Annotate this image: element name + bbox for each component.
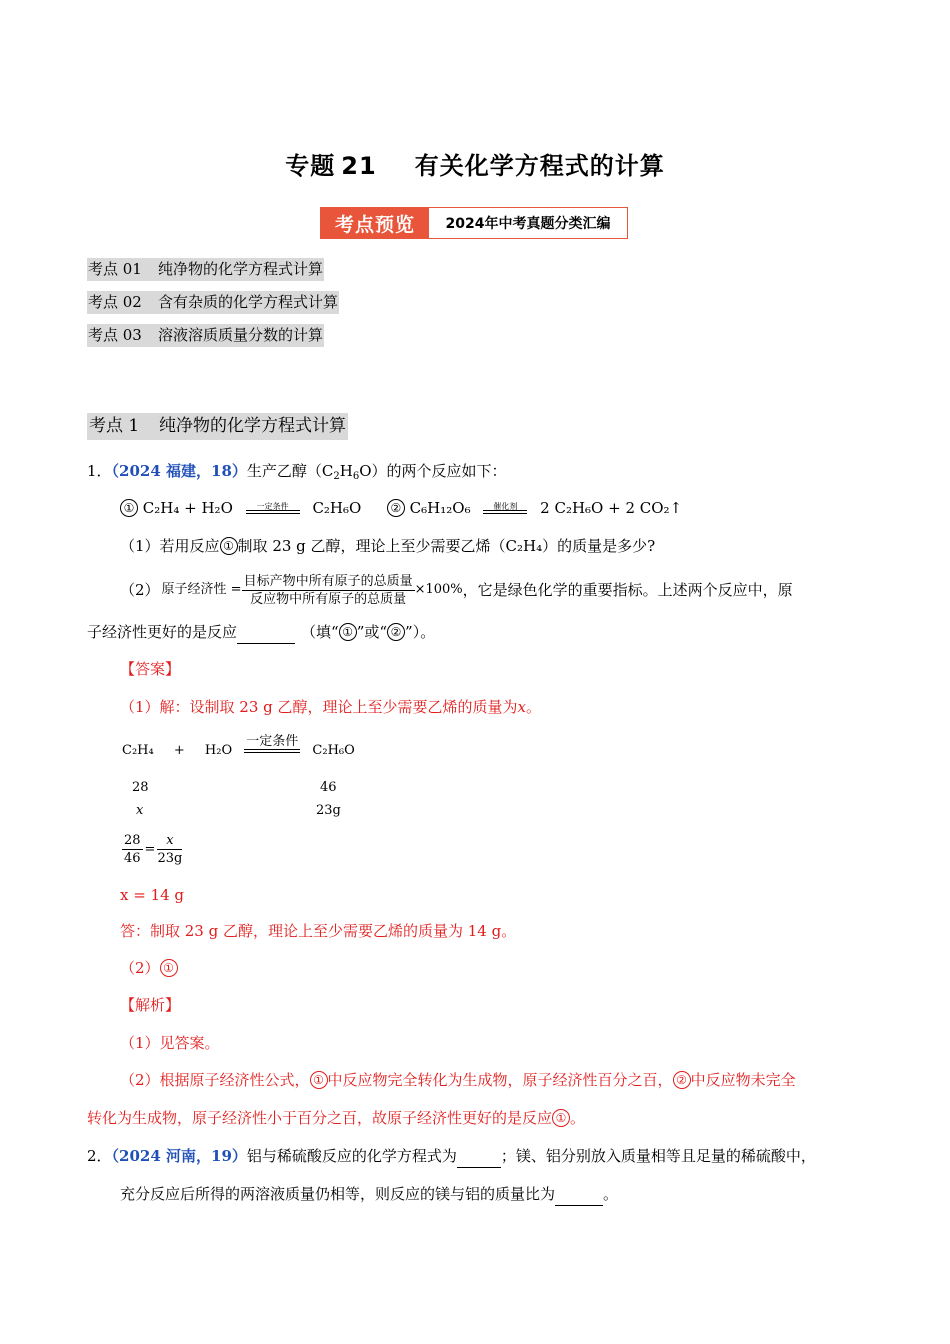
answer-blank[interactable]	[457, 1145, 501, 1168]
mass-c2h4: 28	[132, 780, 149, 795]
answer-eq-rhs: C₂H₆O	[312, 743, 355, 758]
q1-part2-line2-a: 子经济性更好的是反应	[87, 623, 238, 641]
q1-stem-a: 生产乙醇（C	[246, 462, 334, 480]
section-text: 纯净物的化学方程式计算	[159, 416, 346, 436]
answer-eq-lhs2: H₂O	[204, 743, 233, 758]
eq1-arrow	[244, 502, 302, 516]
overview-num: 考点 03	[88, 326, 142, 344]
answer-part2	[120, 957, 178, 979]
page-title	[0, 146, 950, 181]
formula-label: 原子经济性 =	[161, 582, 242, 597]
title-number: 21	[341, 152, 377, 180]
title-name: 有关化学方程式的计算	[414, 152, 665, 180]
var-c2h4: x	[136, 803, 144, 818]
q1-stem: 1．（2024 福建，18）生产乙醇$(C_2H_6O)$的两个反应如下：	[87, 462, 507, 482]
eq2-condition: 催化剂	[493, 502, 518, 511]
q2-line2-b: 。	[603, 1185, 619, 1203]
formula-percent: ×100%	[414, 582, 463, 597]
eq2-rhs: 2 C₂H₆O + 2 CO₂↑	[540, 499, 683, 517]
section-heading	[87, 413, 348, 440]
q1-source: （2024 福建，18）	[111, 462, 247, 480]
overview-item-3	[87, 324, 324, 347]
q1-part1-b: 制取 23 g 乙醇，理论上至少需要乙烯（C₂H₄）的质量是多少?	[237, 537, 656, 555]
answer-eq-condition: 一定条件	[246, 733, 299, 749]
analysis-tag: 【解析】	[120, 996, 181, 1014]
analysis-line2-a: （2）根据原子经济性公式，	[120, 1071, 310, 1089]
formula-fraction	[242, 573, 415, 608]
analysis-line2-b: 中反应物完全转化为生成物，原子经济性百分之百，	[327, 1071, 673, 1089]
proportion-left	[122, 832, 143, 867]
circled-1: ①	[552, 1109, 570, 1127]
answer-eq-arrow	[242, 733, 302, 758]
circled-1: ①	[160, 959, 178, 977]
answer-blank[interactable]	[555, 1183, 603, 1206]
analysis-line2	[120, 1069, 796, 1091]
overview-text: 溶液溶质质量分数的计算	[158, 326, 324, 344]
eq2-lhs: C₆H₁₂O₆	[409, 499, 471, 517]
var-c2h6o: 23g	[316, 803, 341, 818]
q1-part2-line2	[87, 621, 435, 644]
answer-blank[interactable]	[237, 621, 295, 644]
preview-badge	[320, 207, 628, 239]
analysis-line3-b: 。	[570, 1109, 586, 1127]
overview-num: 考点 02	[88, 293, 142, 311]
answer-equation	[122, 733, 355, 758]
overview-text: 含有杂质的化学方程式计算	[158, 293, 339, 311]
q1-part2-line2-b: （填“	[301, 623, 339, 641]
circled-1: ①	[310, 1071, 328, 1089]
analysis-line3	[87, 1107, 585, 1129]
overview-num: 考点 01	[88, 260, 142, 278]
q1-index: 1．	[87, 462, 112, 480]
q1-part1-a: （1）若用反应	[120, 537, 220, 555]
mass-c2h6o: 46	[320, 780, 337, 795]
answer-eq-lhs1: C₂H₄	[122, 743, 154, 758]
eq2-arrow	[481, 502, 529, 516]
proportion-right	[157, 832, 182, 867]
eq1-lhs: C₂H₄ + H₂O	[142, 499, 233, 517]
q1-part1	[120, 535, 655, 557]
answer-step1-end: 。	[526, 698, 542, 716]
title-label: 专题	[285, 152, 336, 180]
prop-num-left: 28	[124, 833, 141, 848]
answer-proportion: $\frac{28}{46}$ = $\frac{x}{23g}$	[124, 833, 183, 866]
answer-eq-plus: +	[173, 743, 185, 758]
q1-stem-c: O）的两个反应如下：	[359, 462, 507, 480]
circled-2: ②	[387, 623, 405, 641]
circled-2: ②	[673, 1071, 691, 1089]
q1-part2-lead: （2）	[120, 581, 160, 599]
q2-line2	[120, 1183, 618, 1206]
circled-1: ①	[120, 499, 138, 517]
circled-1: ①	[220, 537, 238, 555]
answer-tag: 【答案】	[120, 660, 181, 678]
q1-part2-line2-c: ”或“	[356, 623, 388, 641]
q2-line2-a: 充分反应后所得的两溶液质量仍相等，则反应的镁与铝的质量比为	[120, 1185, 556, 1203]
analysis-line1: （1）见答案。	[120, 1034, 220, 1052]
badge-left: 考点预览	[321, 208, 429, 238]
overview-item-2	[87, 291, 339, 314]
answer-conclusion: 答：制取 23 g 乙醇，理论上至少需要乙烯的质量为 14 g。	[120, 922, 517, 940]
q1-equations	[120, 497, 682, 519]
answer-step1-text: （1）解：设制取 23 g 乙醇，理论上至少需要乙烯的质量为	[120, 698, 518, 716]
answer-step1	[120, 696, 541, 718]
q1-part2-tail: ，它是绿色化学的重要指标。上述两个反应中，原	[462, 581, 793, 599]
circled-2: ②	[387, 499, 405, 517]
answer-part2-lead: （2）	[120, 959, 160, 977]
answer-result: x = 14 g	[120, 886, 185, 904]
badge-right: 2024年中考真题分类汇编	[445, 216, 611, 232]
answer-variable: x	[517, 698, 527, 716]
section-num: 考点 1	[89, 416, 140, 436]
prop-den-left: 46	[124, 851, 141, 866]
q2-line1	[87, 1145, 816, 1168]
analysis-line3-a: 转化为生成物，原子经济性小于百分之百，故原子经济性更好的是反应	[87, 1109, 553, 1127]
q1-part2	[120, 571, 793, 609]
circled-1: ①	[339, 623, 357, 641]
prop-num-right: x	[157, 832, 182, 850]
formula-numerator: 目标产物中所有原子的总质量	[243, 573, 413, 589]
overview-text: 纯净物的化学方程式计算	[158, 260, 324, 278]
q2-line1-b: ；镁、铝分别放入质量相等且足量的稀硫酸中，	[500, 1147, 816, 1165]
q1-part2-line2-d: ”）。	[405, 623, 436, 641]
eq1-condition: 一定条件	[256, 502, 289, 511]
q2-index: 2．	[87, 1147, 112, 1165]
q2-source: （2024 河南，19）	[111, 1147, 247, 1165]
eq1-rhs: C₂H₆O	[312, 499, 362, 517]
prop-den-right: 23g	[157, 851, 183, 866]
overview-item-1	[87, 258, 324, 281]
q2-line1-a: 铝与稀硫酸反应的化学方程式为	[246, 1147, 457, 1165]
analysis-line2-c: 中反应物未完全	[690, 1071, 796, 1089]
formula-denominator: 反应物中所有原子的总质量	[250, 591, 407, 607]
q1-stem-b: H	[339, 462, 353, 480]
